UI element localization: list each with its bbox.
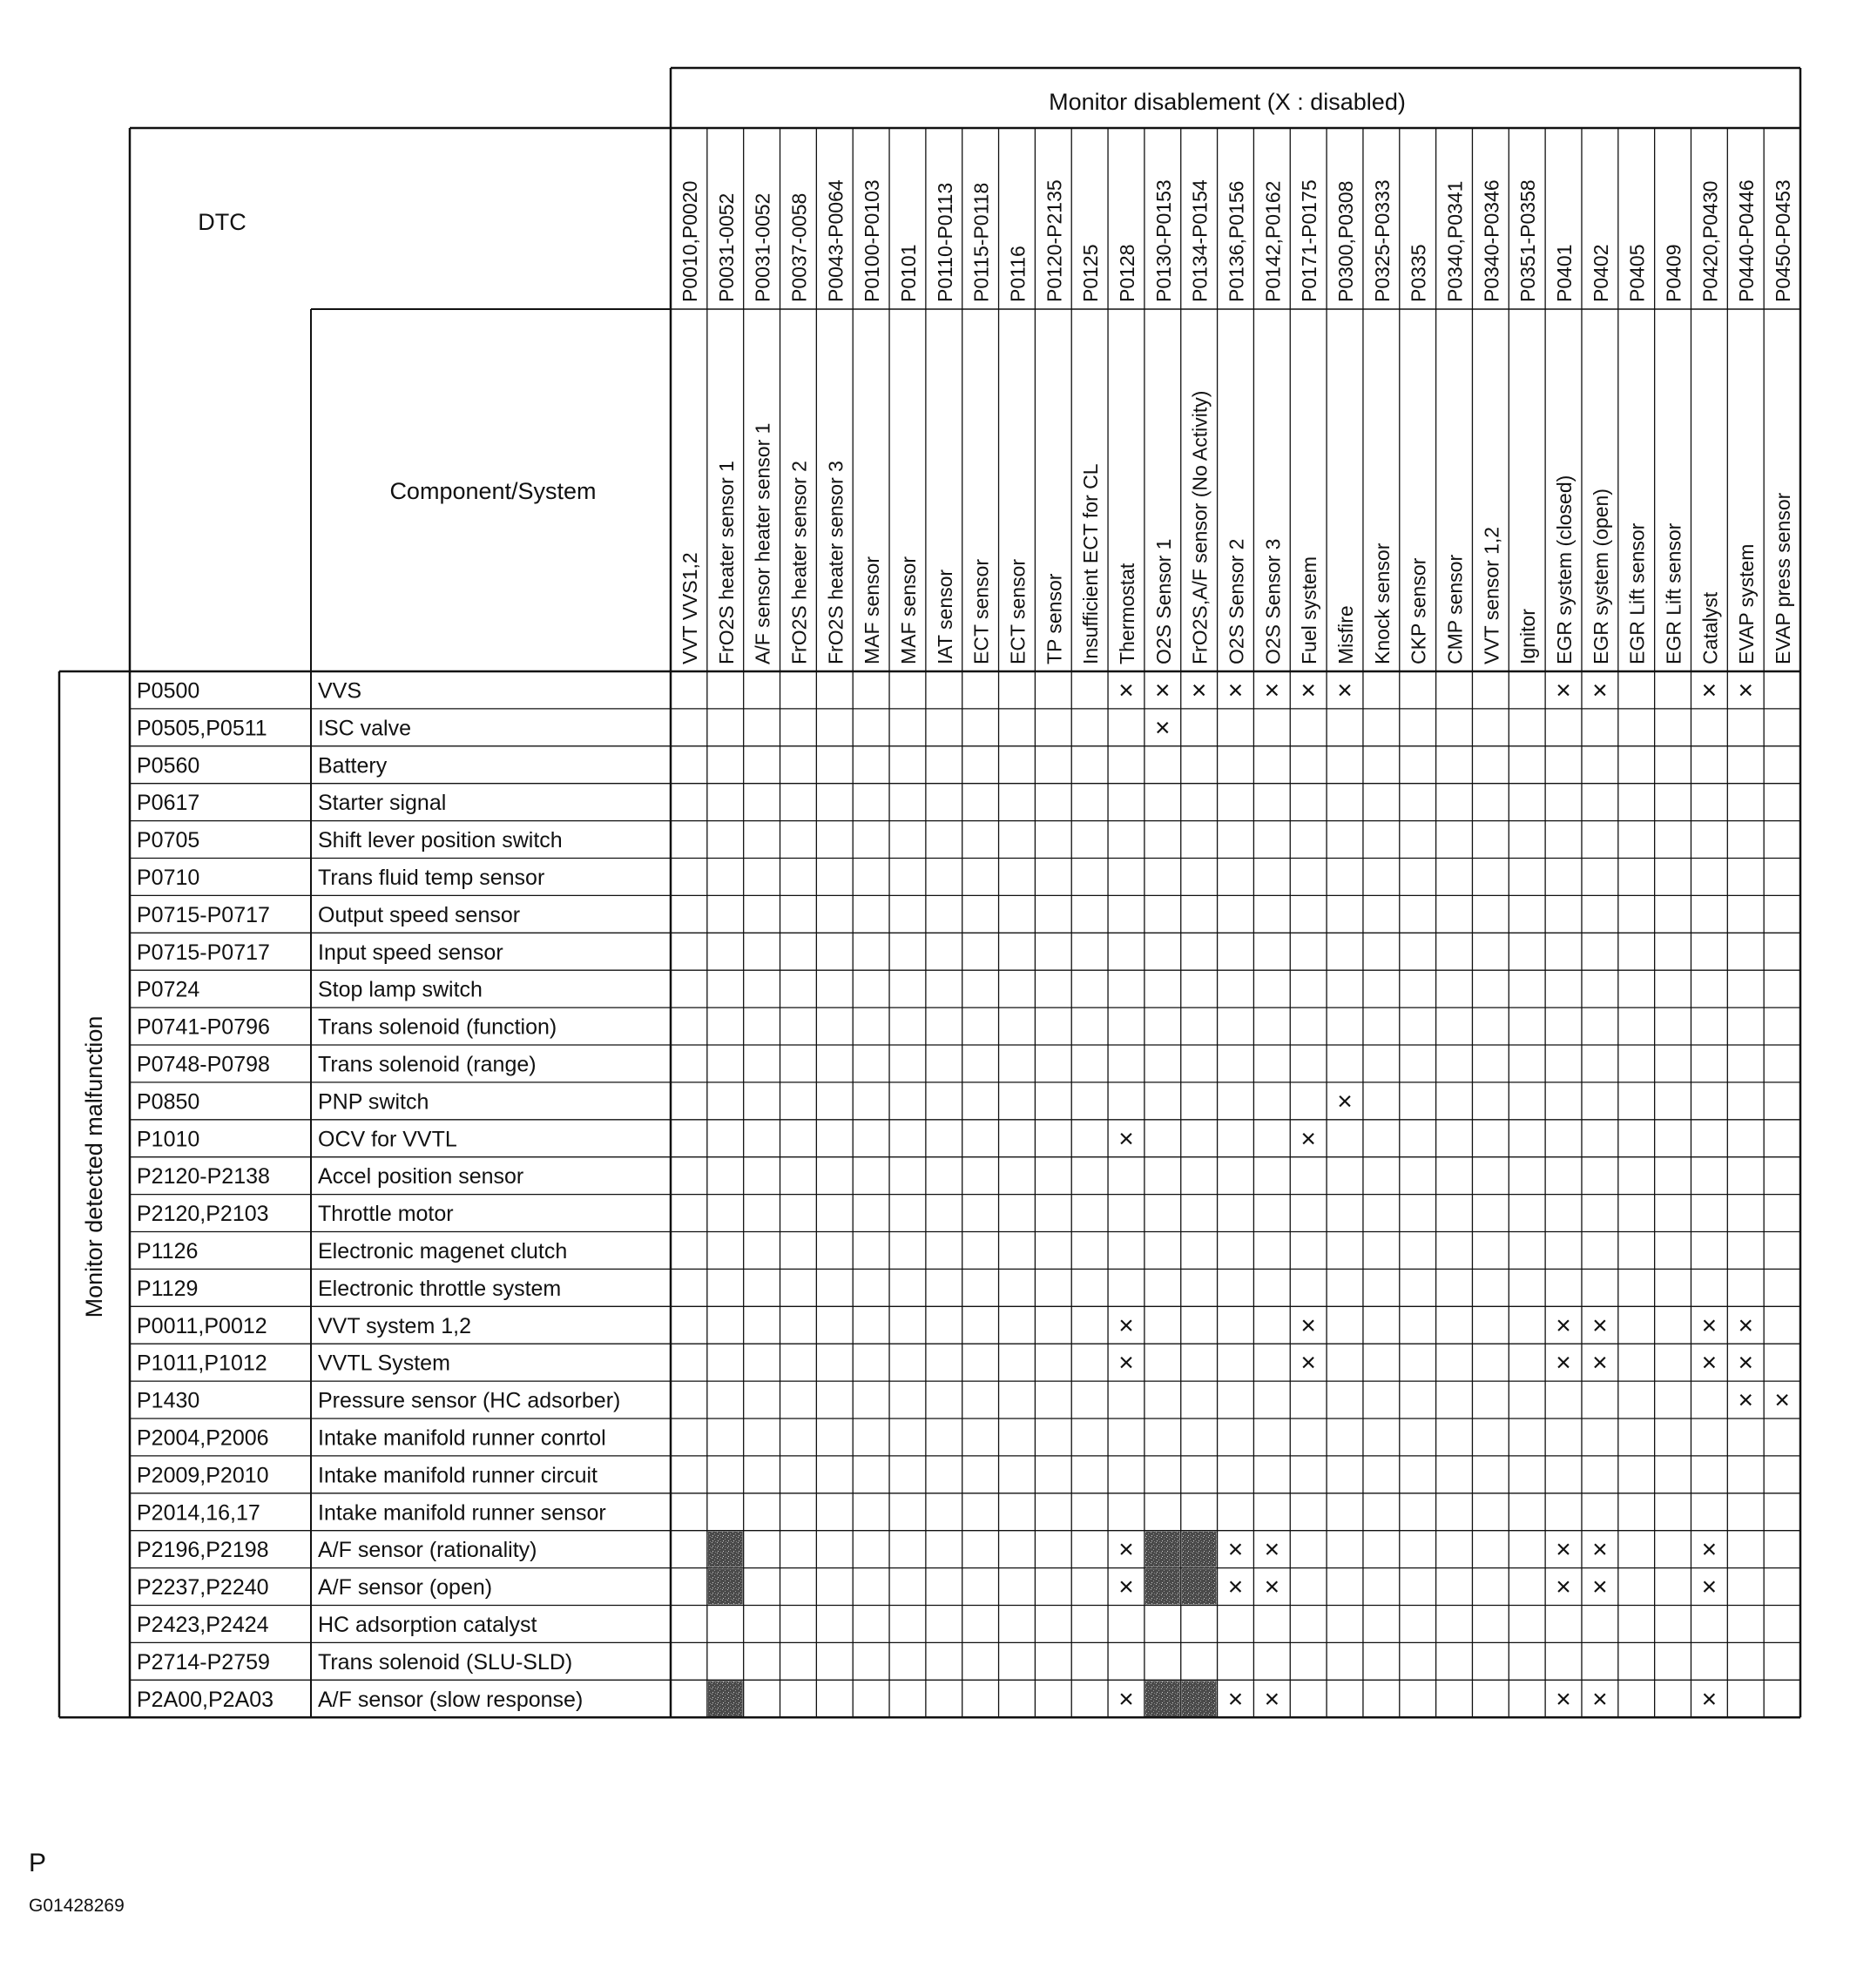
row-dtc-code: P2120-P2138 <box>137 1164 270 1189</box>
disabled-mark: × <box>1300 1348 1316 1378</box>
disabled-mark: × <box>1227 1573 1244 1602</box>
column-dtc-code: P0351-P0358 <box>1516 179 1540 302</box>
disabled-mark: × <box>1556 1535 1571 1565</box>
column-component-name: CKP sensor <box>1407 557 1430 664</box>
row-dtc-code: P0748-P0798 <box>137 1052 270 1077</box>
disabled-mark: × <box>1738 676 1754 705</box>
column-component-name: Misfire <box>1334 605 1358 664</box>
row-dtc-code: P1126 <box>137 1238 199 1264</box>
disabled-mark: × <box>1300 1124 1316 1154</box>
shaded-cell <box>1182 1681 1217 1716</box>
row-dtc-code: P0741-P0796 <box>137 1014 270 1040</box>
disabled-mark: × <box>1264 676 1280 705</box>
column-component-name: Knock sensor <box>1370 542 1394 664</box>
row-component-name: Trans solenoid (function) <box>318 1014 557 1040</box>
shaded-cell <box>1145 1532 1180 1567</box>
row-dtc-code: P2004,P2006 <box>137 1425 269 1451</box>
disabled-mark: × <box>1191 676 1207 705</box>
row-component-name: Intake manifold runner circuit <box>318 1463 598 1488</box>
disabled-mark: × <box>1701 1311 1718 1340</box>
disabled-mark: × <box>1155 676 1171 705</box>
column-component-name: Insufficient ECT for CL <box>1079 463 1103 664</box>
disabled-mark: × <box>1701 1573 1718 1602</box>
row-dtc-code: P0560 <box>137 753 200 778</box>
row-component-name: HC adsorption catalyst <box>318 1612 537 1637</box>
disabled-mark: × <box>1118 1684 1134 1714</box>
row-dtc-code: P2196,P2198 <box>137 1538 269 1563</box>
disabled-mark: × <box>1264 1535 1280 1565</box>
column-component-name: EGR system (closed) <box>1553 475 1577 664</box>
row-component-name: Shift lever position switch <box>318 828 563 853</box>
row-dtc-code: P2A00,P2A03 <box>137 1687 274 1712</box>
column-dtc-code: P0128 <box>1115 244 1138 302</box>
disabled-mark: × <box>1701 676 1718 705</box>
column-component-name: IAT sensor <box>933 569 956 664</box>
row-component-name: Starter signal <box>318 791 447 816</box>
disabled-mark: × <box>1556 1348 1571 1378</box>
row-dtc-code: P1129 <box>137 1276 199 1301</box>
row-dtc-code: P2120,P2103 <box>137 1202 269 1227</box>
column-dtc-code: P0335 <box>1407 244 1430 302</box>
column-component-name: VVT VVS1,2 <box>678 552 701 664</box>
row-dtc-code: P2014,16,17 <box>137 1500 260 1526</box>
disabled-mark: × <box>1592 1573 1608 1602</box>
row-component-name: Input speed sensor <box>318 940 503 965</box>
column-component-name: O2S Sensor 1 <box>1151 538 1175 664</box>
disabled-mark: × <box>1556 1573 1571 1602</box>
shaded-cell <box>708 1681 743 1716</box>
disabled-mark: × <box>1118 1311 1134 1340</box>
disabled-mark: × <box>1118 676 1134 705</box>
column-component-name: Ignitor <box>1516 609 1540 664</box>
disabled-mark: × <box>1592 1348 1608 1378</box>
disabled-mark: × <box>1337 1087 1353 1116</box>
row-dtc-code: P0705 <box>137 828 200 853</box>
row-dtc-code: P0724 <box>137 977 200 1002</box>
component-header-label: Component/System <box>389 478 597 504</box>
row-component-name: OCV for VVTL <box>318 1127 457 1152</box>
disabled-mark: × <box>1701 1684 1718 1714</box>
shaded-cell <box>1182 1532 1217 1567</box>
disabled-mark: × <box>1592 1684 1608 1714</box>
column-dtc-code: P0037-0058 <box>787 192 811 302</box>
disabled-mark: × <box>1118 1348 1134 1378</box>
disabled-mark: × <box>1592 1535 1608 1565</box>
footer-letter: P <box>29 1849 47 1877</box>
disabled-mark: × <box>1738 1385 1754 1415</box>
dtc-header-label: DTC <box>198 209 246 235</box>
row-component-name: A/F sensor (rationality) <box>318 1538 537 1563</box>
row-dtc-code: P0505,P0511 <box>137 716 267 741</box>
shaded-cell <box>1182 1569 1217 1605</box>
shaded-cell <box>1145 1681 1180 1716</box>
row-dtc-code: P1011,P1012 <box>137 1351 267 1376</box>
disabled-mark: × <box>1300 1311 1316 1340</box>
column-dtc-code: P0115-P0118 <box>969 182 993 302</box>
column-dtc-code: P0136,P0156 <box>1225 180 1248 302</box>
column-dtc-code: P0125 <box>1079 244 1103 302</box>
disabled-mark: × <box>1738 1311 1754 1340</box>
column-dtc-code: P0110-P0113 <box>933 182 956 302</box>
column-dtc-code: P0134-P0154 <box>1188 179 1212 302</box>
column-component-name: EGR Lift sensor <box>1662 522 1685 664</box>
column-dtc-code: P0130-P0153 <box>1151 179 1175 302</box>
row-dtc-code: P2423,P2424 <box>137 1612 269 1637</box>
row-dtc-code: P2237,P2240 <box>137 1575 269 1601</box>
column-dtc-code: P0340,P0341 <box>1443 180 1467 302</box>
column-component-name: ECT sensor <box>969 558 993 664</box>
row-dtc-code: P0850 <box>137 1089 200 1115</box>
row-component-name: A/F sensor (open) <box>318 1575 493 1601</box>
disabled-mark: × <box>1556 1684 1571 1714</box>
column-dtc-code: P0031-0052 <box>751 192 774 302</box>
disabled-mark: × <box>1118 1124 1134 1154</box>
column-dtc-code: P0440-P0446 <box>1735 179 1759 302</box>
column-dtc-code: P0010,P0020 <box>678 180 701 302</box>
row-component-name: VVT system 1,2 <box>318 1313 471 1338</box>
row-dtc-code: P0617 <box>137 791 200 816</box>
column-dtc-code: P0402 <box>1589 244 1612 302</box>
disabled-mark: × <box>1556 676 1571 705</box>
row-component-name: Accel position sensor <box>318 1164 524 1189</box>
disabled-mark: × <box>1300 676 1316 705</box>
column-component-name: TP sensor <box>1043 573 1066 664</box>
monitor-disablement-title: Monitor disablement (X : disabled) <box>1049 89 1406 115</box>
disabled-mark: × <box>1556 1311 1571 1340</box>
column-dtc-code: P0409 <box>1662 244 1685 302</box>
column-component-name: ECT sensor <box>1006 558 1030 664</box>
column-dtc-code: P0100-P0103 <box>861 179 884 302</box>
column-component-name: EGR Lift sensor <box>1625 522 1649 664</box>
row-component-name: Pressure sensor (HC adsorber) <box>318 1388 621 1413</box>
row-component-name: PNP switch <box>318 1089 429 1115</box>
row-component-name: Intake manifold runner conrtol <box>318 1425 606 1451</box>
row-component-name: Trans solenoid (SLU-SLD) <box>318 1649 573 1675</box>
row-component-name: A/F sensor (slow response) <box>318 1687 584 1712</box>
column-component-name: Catalyst <box>1698 591 1722 664</box>
side-label: Monitor detected malfunction <box>81 1015 107 1318</box>
disabled-mark: × <box>1227 676 1244 705</box>
disabled-mark: × <box>1337 676 1353 705</box>
row-component-name: VVS <box>318 678 362 704</box>
column-component-name: Fuel system <box>1298 556 1321 664</box>
row-component-name: Electronic throttle system <box>318 1276 562 1301</box>
disabled-mark: × <box>1118 1573 1134 1602</box>
disabled-mark: × <box>1774 1385 1790 1415</box>
column-component-name: FrO2S heater sensor 2 <box>787 461 811 664</box>
disabled-mark: × <box>1155 713 1171 743</box>
row-dtc-code: P2009,P2010 <box>137 1463 269 1488</box>
row-dtc-code: P0710 <box>137 865 200 890</box>
column-dtc-code: P0171-P0175 <box>1298 179 1321 302</box>
column-component-name: O2S Sensor 2 <box>1225 538 1248 664</box>
row-component-name: VVTL System <box>318 1351 450 1376</box>
column-component-name: MAF sensor <box>896 556 920 664</box>
column-component-name: VVT sensor 1,2 <box>1480 526 1503 664</box>
column-dtc-code: P0450-P0453 <box>1772 179 1795 302</box>
row-component-name: Battery <box>318 753 388 778</box>
column-dtc-code: P0340-P0346 <box>1480 179 1503 302</box>
disabled-mark: × <box>1592 676 1608 705</box>
disabled-mark: × <box>1264 1573 1280 1602</box>
column-component-name: FrO2S heater sensor 3 <box>824 461 847 664</box>
column-component-name: FrO2S heater sensor 1 <box>714 461 738 664</box>
row-component-name: ISC valve <box>318 716 411 741</box>
column-dtc-code: P0405 <box>1625 244 1649 302</box>
disabled-mark: × <box>1227 1684 1244 1714</box>
row-component-name: Trans fluid temp sensor <box>318 865 545 890</box>
column-dtc-code: P0043-P0064 <box>824 179 847 302</box>
disabled-mark: × <box>1738 1348 1754 1378</box>
row-dtc-code: P0500 <box>137 678 200 704</box>
shaded-cell <box>708 1569 743 1605</box>
row-component-name: Intake manifold runner sensor <box>318 1500 606 1526</box>
column-dtc-code: P0116 <box>1006 246 1030 302</box>
column-dtc-code: P0401 <box>1553 244 1577 302</box>
disabled-mark: × <box>1701 1535 1718 1565</box>
column-dtc-code: P0420,P0430 <box>1698 180 1722 302</box>
row-component-name: Electronic magenet clutch <box>318 1238 568 1264</box>
row-dtc-code: P2714-P2759 <box>137 1649 270 1675</box>
shaded-cell <box>1145 1569 1180 1605</box>
disabled-mark: × <box>1118 1535 1134 1565</box>
row-dtc-code: P0715-P0717 <box>137 940 270 965</box>
column-component-name: O2S Sensor 3 <box>1261 538 1285 664</box>
column-component-name: EVAP system <box>1735 543 1759 664</box>
column-component-name: CMP sensor <box>1443 554 1467 664</box>
column-component-name: EGR system (open) <box>1589 489 1612 664</box>
disabled-mark: × <box>1701 1348 1718 1378</box>
disabled-mark: × <box>1227 1535 1244 1565</box>
column-component-name: A/F sensor heater sensor 1 <box>751 422 774 664</box>
column-component-name: FrO2S,A/F sensor (No Activity) <box>1188 390 1212 664</box>
column-dtc-code: P0031-0052 <box>714 192 738 302</box>
column-component-name: Thermostat <box>1115 563 1138 664</box>
row-dtc-code: P0011,P0012 <box>137 1313 267 1338</box>
row-component-name: Stop lamp switch <box>318 977 483 1002</box>
column-dtc-code: P0101 <box>896 244 920 302</box>
column-component-name: MAF sensor <box>861 556 884 664</box>
column-component-name: EVAP press sensor <box>1772 492 1795 664</box>
row-component-name: Throttle motor <box>318 1202 454 1227</box>
column-dtc-code: P0325-P0333 <box>1370 179 1394 302</box>
column-dtc-code: P0142,P0162 <box>1261 180 1285 302</box>
column-dtc-code: P0300,P0308 <box>1334 180 1358 302</box>
row-dtc-code: P1430 <box>137 1388 200 1413</box>
row-dtc-code: P1010 <box>137 1127 200 1152</box>
row-component-name: Output speed sensor <box>318 902 521 927</box>
disabled-mark: × <box>1264 1684 1280 1714</box>
row-dtc-code: P0715-P0717 <box>137 902 270 927</box>
figure-id: G01428269 <box>29 1896 125 1916</box>
shaded-cell <box>708 1532 743 1567</box>
disabled-mark: × <box>1592 1311 1608 1340</box>
row-component-name: Trans solenoid (range) <box>318 1052 537 1077</box>
column-dtc-code: P0120-P2135 <box>1043 179 1066 302</box>
